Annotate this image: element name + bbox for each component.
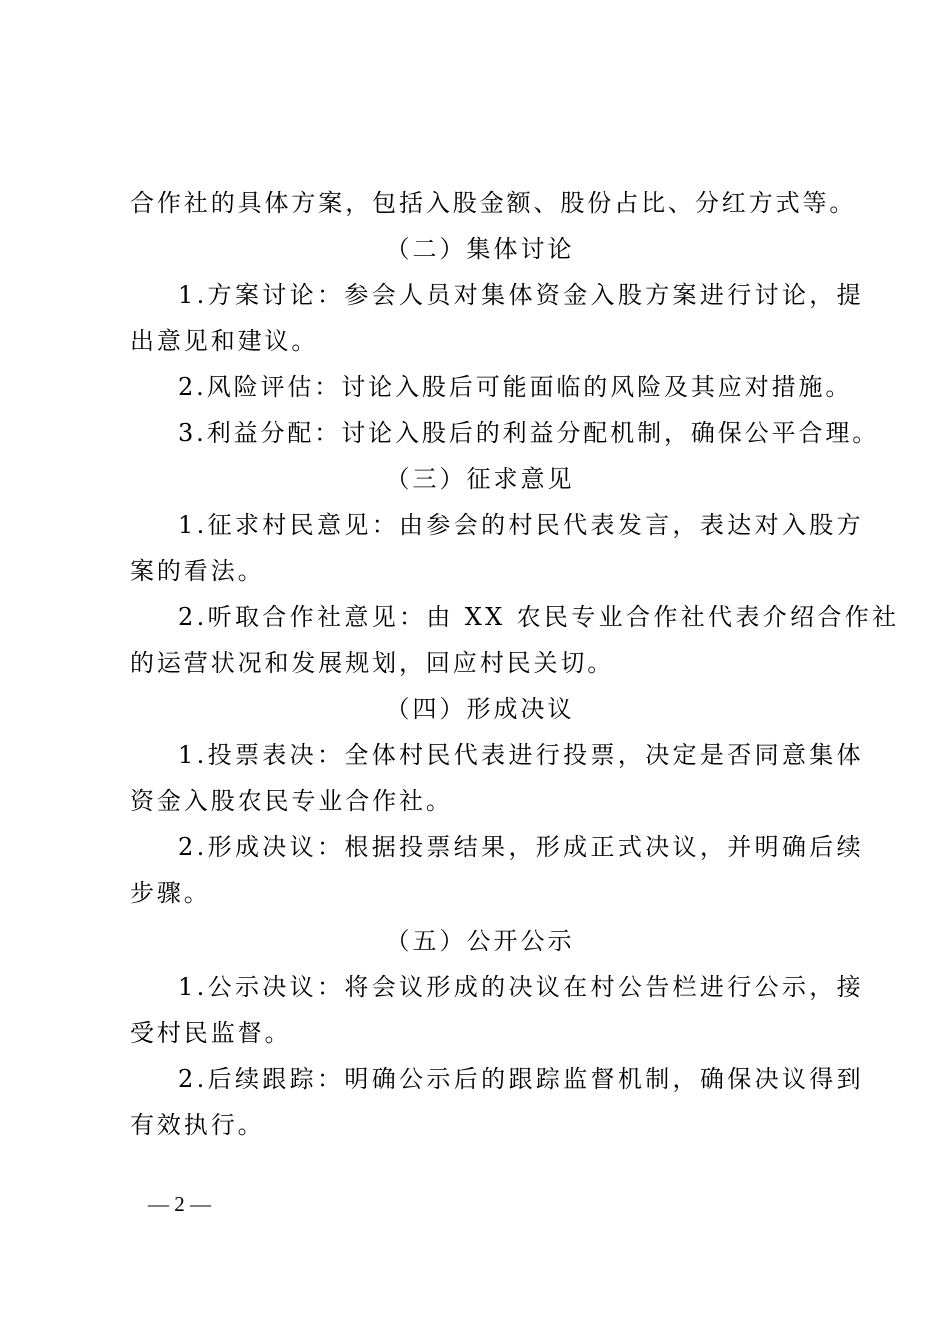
paragraph-line: 1.征求村民意见：由参会的村民代表发言，表达对入股方 [178,511,864,539]
paragraph-line: 资金入股农民专业合作社。 [130,787,453,815]
paragraph-line: 步骤。 [130,879,211,907]
paragraph-line: 出意见和建议。 [130,327,319,355]
paragraph-line: 案的看法。 [130,557,265,585]
text-block [130,180,880,456]
text-block [130,456,900,916]
paragraph-line: 1.公示决议：将会议形成的决议在村公告栏进行公示，接 [178,973,864,1001]
paragraph-line: 2.后续跟踪：明确公示后的跟踪监督机制，确保决议得到 [178,1065,864,1093]
section-heading: （三）征求意见 [385,465,575,493]
paragraph-line: 3.利益分配：讨论入股后的利益分配机制，确保公平合理。 [178,419,880,447]
section-heading: （五）公开公示 [385,927,575,955]
text-block [130,918,864,1148]
paragraph-line: 2.听取合作社意见：由 XX 农民专业合作社代表介绍合作社 [178,603,900,631]
paragraph-line: 2.风险评估：讨论入股后可能面临的风险及其应对措施。 [178,373,853,401]
paragraph-line: 1.投票表决：全体村民代表进行投票，决定是否同意集体 [178,741,864,769]
paragraph-line: 受村民监督。 [130,1019,292,1047]
paragraph-line: 1.方案讨论：参会人员对集体资金入股方案进行讨论，提 [178,281,864,309]
paragraph-line: 合作社的具体方案，包括入股金额、股份占比、分红方式等。 [130,189,857,217]
page-number: — 2 — [148,1192,211,1216]
paragraph-line: 有效执行。 [130,1111,265,1139]
paragraph-line: 的运营状况和发展规划，回应村民关切。 [130,649,615,677]
section-heading: （二）集体讨论 [385,235,575,263]
section-heading: （四）形成决议 [385,695,575,723]
paragraph-line: 2.形成决议：根据投票结果，形成正式决议，并明确后续 [178,833,864,861]
